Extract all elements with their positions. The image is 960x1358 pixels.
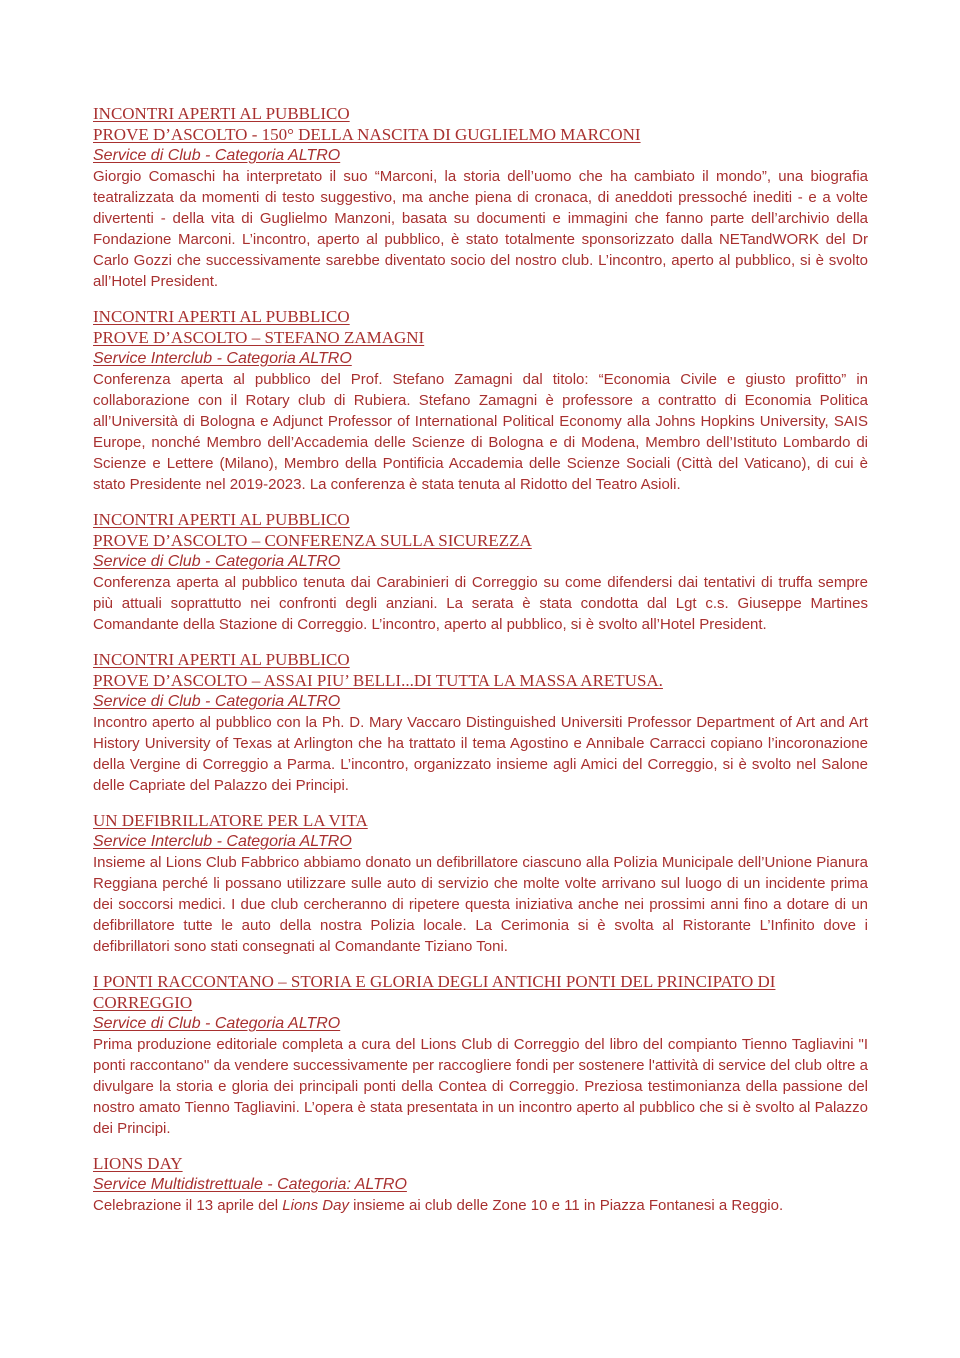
section-massa-aretusa	[93, 649, 868, 796]
section-category: Service Interclub - Categoria ALTRO	[93, 833, 352, 850]
section-category: Service Multidistrettuale - Categoria: ALTRO	[93, 1176, 407, 1193]
section-subtitle: PROVE D’ASCOLTO - 150° DELLA NASCITA DI GUGLIELMO MARCONI	[93, 125, 641, 144]
section-title: INCONTRI APERTI AL PUBBLICO	[93, 307, 350, 326]
section-subtitle: PROVE D’ASCOLTO – STEFANO ZAMAGNI	[93, 328, 425, 347]
section-body: Incontro aperto al pubblico con la Ph. D. Mary Vaccaro Distinguished Universiti Professor Department of Art and Art History University of Texas at Arlington che ha trattato il tema Agostino e Annibale Carracci copiano l’incoronazione della Vergine di Correggio a Parma. L’incontro, organizzato insieme agli Amici del Correggio, si è svolto nel Salone delle Capriate del Palazzo dei Principi.	[93, 714, 868, 794]
section-zamagni	[93, 306, 868, 495]
section-body: Giorgio Comaschi ha interpretato il suo “Marconi, la storia dell’uomo che ha cambiato il mondo”, una biografia teatralizzata da momenti di testo suggestivo, ma anche piena di cronaca, di aneddoti pressoché inediti - e a volte divertenti - della vita di Guglielmo Manzoni, basata su documenti e immagini che fanno parte dell’archivio della Fondazione Marconi. L’incontro, aperto al pubblico, è stato totalmente sponsorizzato dalla NETandWORK del Dr Carlo Gozzi che successivamente sarebbe diventato socio del nostro club. L’incontro, aperto al pubblico, si è svolto all’Hotel President.	[93, 168, 868, 290]
section-category: Service di Club - Categoria ALTRO	[93, 553, 341, 570]
body-segment-italic: Lions Day	[282, 1197, 349, 1214]
section-body: Conferenza aperta al pubblico tenuta dai Carabinieri di Correggio su come difendersi dai tentativi di truffa sempre più attuali soprattutto nei confronti degli anziani. La serata è stata condotta dal Lgt c.s. Giuseppe Martines Comandante della Stazione di Correggio. L’incontro, aperto al pubblico, si è svolto all’Hotel President.	[93, 574, 868, 633]
section-marconi	[93, 103, 868, 292]
section-title: LIONS DAY	[93, 1154, 183, 1173]
section-title: I PONTI RACCONTANO – STORIA E GLORIA DEGLI ANTICHI PONTI DEL PRINCIPATO DI CORREGGIO	[93, 972, 776, 1012]
section-defibrillatore	[93, 810, 868, 957]
section-subtitle: PROVE D’ASCOLTO – ASSAI PIU’ BELLI...DI TUTTA LA MASSA ARETUSA.	[93, 671, 663, 690]
section-ponti-raccontano	[93, 971, 868, 1139]
section-title: INCONTRI APERTI AL PUBBLICO	[93, 650, 350, 669]
body-segment: insieme ai club delle Zone 10 e 11 in Piazza Fontanesi a Reggio.	[348, 1197, 784, 1214]
section-subtitle: PROVE D’ASCOLTO – CONFERENZA SULLA SICUREZZA	[93, 531, 532, 550]
section-body: Prima produzione editoriale completa a cura del Lions Club di Correggio del libro del compianto Tienno Tagliavini "I ponti raccontano" da vendere successivamente per raccogliere fondi per sostenere l'attività di service del club oltre a divulgare la storia e gloria dei principali ponti della Contea di Correggio. Preziosa testimonianza della passione del nostro amato Tienno Tagliavini. L’opera è stata presentata in un incontro aperto al pubblico che si è svolto al Palazzo dei Principi.	[93, 1036, 868, 1137]
section-title: INCONTRI APERTI AL PUBBLICO	[93, 510, 350, 529]
section-category: Service Interclub - Categoria ALTRO	[93, 350, 352, 367]
section-title: UN DEFIBRILLATORE PER LA VITA	[93, 811, 368, 830]
section-title: INCONTRI APERTI AL PUBBLICO	[93, 104, 350, 123]
section-body	[93, 1195, 868, 1216]
section-body: Insieme al Lions Club Fabbrico abbiamo donato un defibrillatore ciascuno alla Polizia Municipale dell’Unione Pianura Reggiana perché li possano utilizzare sulle auto di servizio che molte volte arrivano sul luogo di un incidente prima dei soccorsi medici. I due club cercheranno di ripetere questa iniziativa anche nei prossimi anni fino a dotare di un defibrillatore tutte le auto della nostra Polizia locale. La Cerimonia si è svolta al Ristorante L’Infinito dove i defibrillatori sono stati consegnati al Comandante Tiziano Toni.	[93, 854, 868, 955]
section-category: Service di Club - Categoria ALTRO	[93, 693, 341, 710]
body-segment: Celebrazione il 13 aprile del	[93, 1197, 283, 1214]
section-lions-day	[93, 1153, 868, 1216]
section-category: Service di Club - Categoria ALTRO	[93, 1015, 341, 1032]
section-body: Conferenza aperta al pubblico del Prof. Stefano Zamagni dal titolo: “Economia Civile e giusto profitto” in collaborazione con il Rotary club di Rubiera. Stefano Zamagni è professore a contratto di Economia Politica all’Università di Bologna e Adjunct Professor of International Political Economy alla Johns Hopkins University, SAIS Europe, nonché Membro dell’Accademia delle Scienze di Bologna e di Modena, Membro dell’Istituto Lombardo di Scienze e Lettere (Milano), Membro della Pontificia Accademia delle Scienze Sociali (Città del Vaticano), di cui è stato Presidente nel 2019-2023. La conferenza è stata tenuta al Ridotto del Teatro Asioli.	[93, 371, 868, 493]
section-sicurezza	[93, 509, 868, 635]
section-category: Service di Club - Categoria ALTRO	[93, 147, 341, 164]
